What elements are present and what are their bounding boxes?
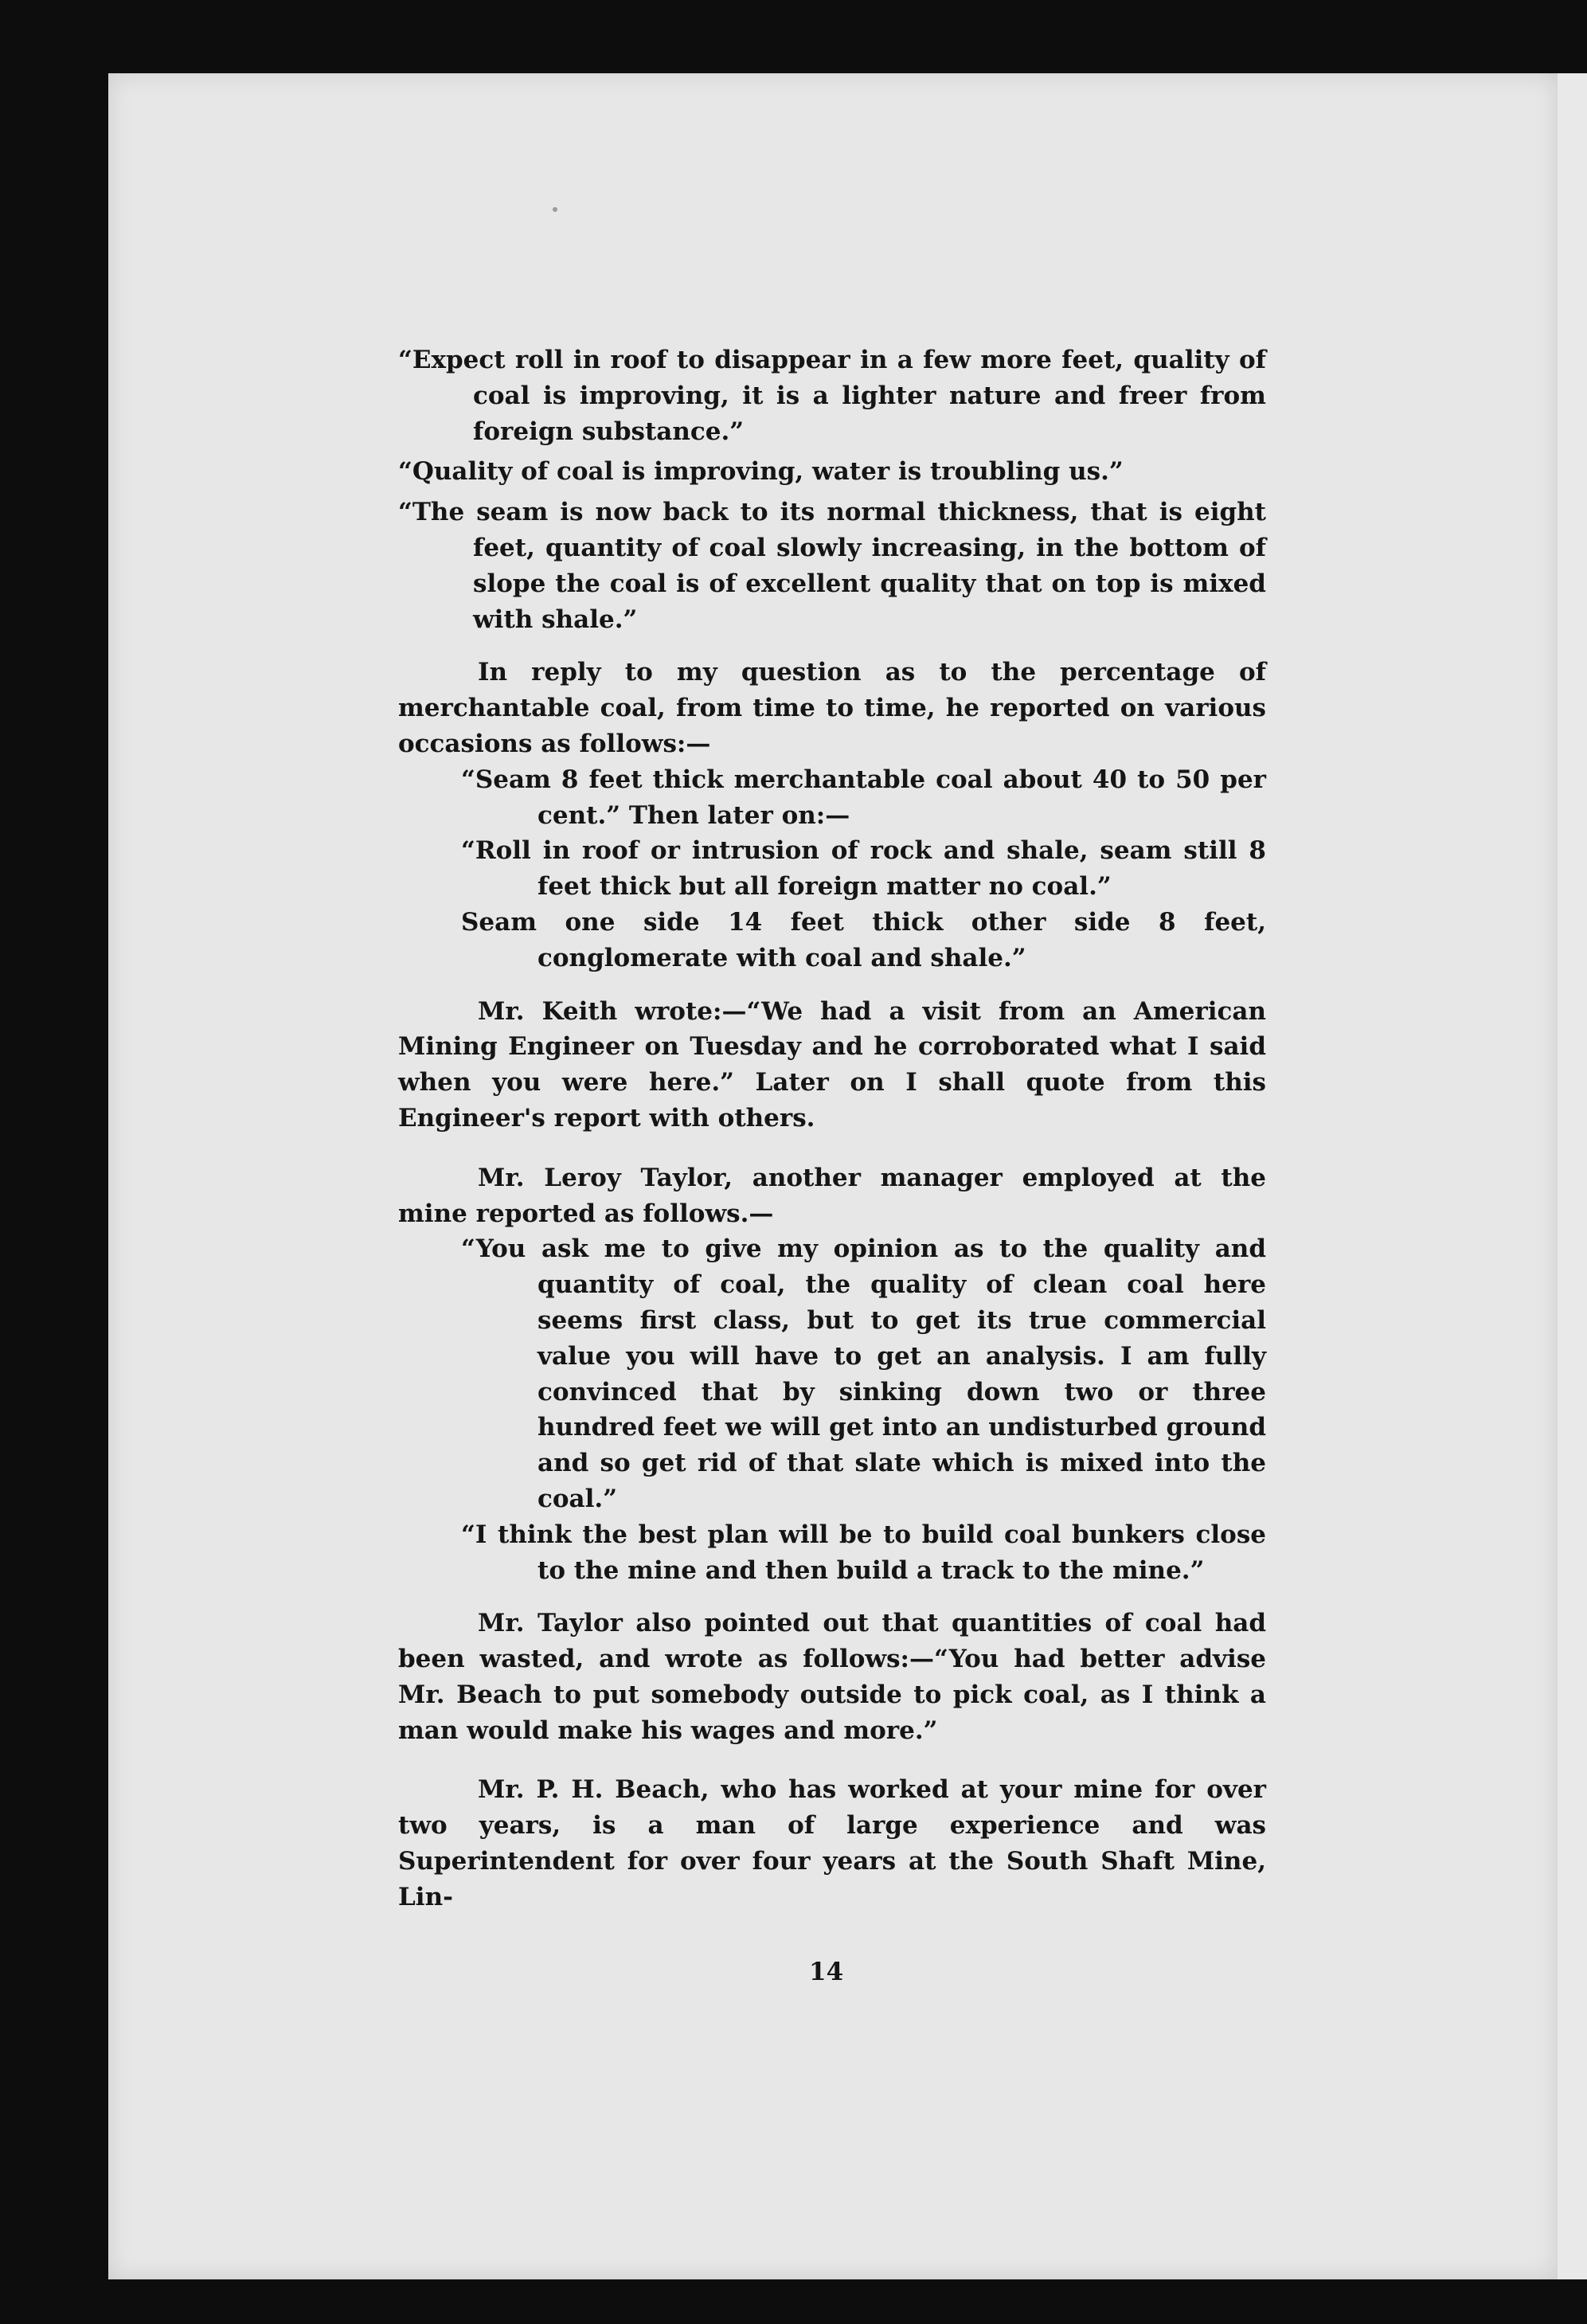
quote-paragraph: “Expect roll in roof to disappear in a few more feet, quality of coal is improving, it is a lighter nature and freer from foreign substance.” bbox=[398, 346, 1266, 446]
quote-paragraph: Seam one side 14 feet thick other side 8 feet, conglomerate with coal and shale.” bbox=[461, 907, 1266, 972]
body-paragraph: Mr. Leroy Taylor, another manager employed at the mine reported as follows.— bbox=[398, 1163, 1266, 1228]
speck-mark bbox=[553, 207, 557, 212]
adjacent-page-edge bbox=[1558, 73, 1587, 2279]
quote-paragraph: “The seam is now back to its normal thickness, that is eight feet, quantity of coal slowly increasing, in the bottom of slope the coal is of excellent quality that on top is mixed with shale.” bbox=[398, 498, 1266, 634]
page-number: 14 bbox=[809, 1958, 844, 1986]
body-paragraph: Mr. P. H. Beach, who has worked at your mine for over two years, is a man of large experience and was Superintendent for over four years at the South Shaft Mine, Lin- bbox=[398, 1775, 1266, 1911]
quote-paragraph: “You ask me to give my opinion as to the quality and quantity of coal, the quality of clean coal here seems first class, but to get its true commercial value you will have to get an analysis. I am fully convinced that by sinking down two or three hundred feet we will get into an undisturbed ground and so get rid of that slate which is mixed into the coal.” bbox=[461, 1234, 1266, 1513]
quote-paragraph: “Roll in roof or intrusion of rock and shale, seam still 8 feet thick but all foreign matter no coal.” bbox=[461, 836, 1266, 902]
body-paragraph: In reply to my question as to the percentage of merchantable coal, from time to time, he reported on various occasions as follows:— bbox=[398, 658, 1266, 758]
page-body bbox=[398, 342, 1266, 1915]
quote-paragraph: “I think the best plan will be to build coal bunkers close to the mine and then build a track to the mine.” bbox=[461, 1520, 1266, 1585]
quote-paragraph: “Quality of coal is improving, water is troubling us.” bbox=[398, 457, 1124, 487]
body-paragraph: Mr. Taylor also pointed out that quantities of coal had been wasted, and wrote as follows:—“You had better advise Mr. Beach to put somebody outside to pick coal, as I think a man would make his wages and more.” bbox=[398, 1609, 1266, 1745]
quote-paragraph: “Seam 8 feet thick merchantable coal about 40 to 50 per cent.” Then later on:— bbox=[461, 765, 1266, 830]
body-paragraph: Mr. Keith wrote:—“We had a visit from an American Mining Engineer on Tuesday and he corroborated what I said when you were here.” Later on I shall quote from this Engineer's report with others. bbox=[398, 996, 1266, 1133]
